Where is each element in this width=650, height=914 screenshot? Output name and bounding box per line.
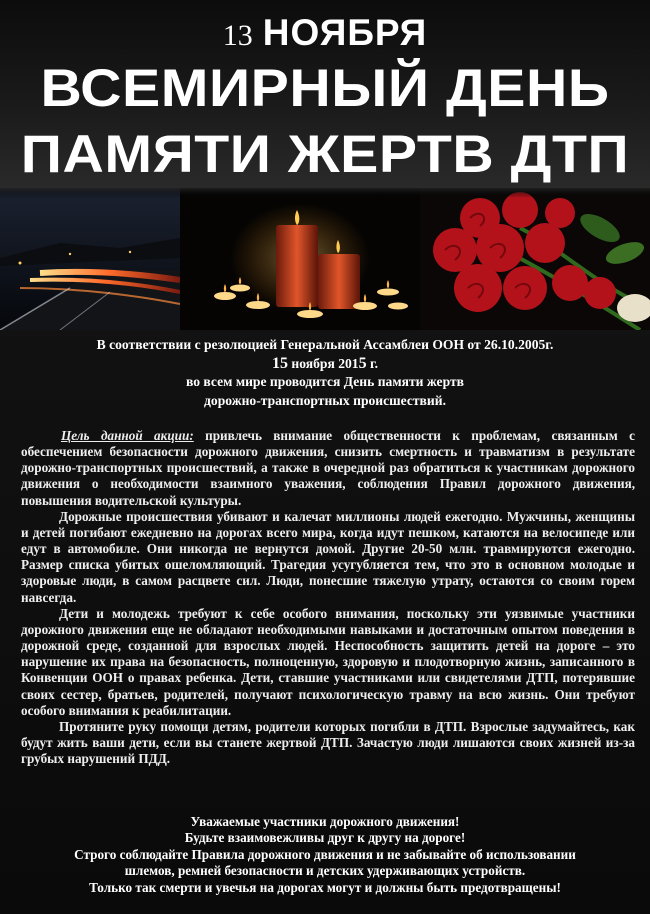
- header: [0, 0, 650, 190]
- date-month: НОЯБРЯ: [262, 12, 428, 53]
- title-line-1: ВСЕМИРНЫЙ ДЕНЬ: [40, 59, 610, 118]
- paragraph-goal: [21, 428, 635, 509]
- red-roses: [420, 188, 650, 330]
- paragraph-2: Дорожные происшествия убивают и калечат миллионы людей ежегодно. Мужчины, женщины и детей погибают ежедневно на дорогах всего мира, когда идут пешком, катаются на велосипеде или едут в автомобиле. Они никогда не вернутся домой. Другие 20-50 млн. травмируются ежегодно. Размер списка убитых ошеломляющий. Трагедия усугубляется тем, что это в основном молодые и здоровые люди, в самом расцвете сил. Люди, понесшие тяжелую утрату, остаются со своим горем навсегда.: [21, 508, 635, 605]
- date-number: 13: [222, 19, 253, 52]
- article: [21, 428, 635, 767]
- intro-date-day: 15: [271, 354, 288, 372]
- closing-line-2: Будьте взаимовежливы друг к другу на дороге!: [184, 830, 466, 846]
- intro-block: [0, 336, 650, 410]
- paragraph-4: Протяните руку помощи детям, родители которых погибли в ДТП. Взрослые задумайтесь, как будут жить ваши дети, если вы станете жертвой ДТП. Зачастую люди лишаются своих жизней из-за грубых нарушений ПДД.: [21, 718, 635, 767]
- intro-date-digit: 5: [358, 354, 367, 372]
- memorial-candles: [180, 188, 420, 330]
- intro-line-4: дорожно-транспортных происшествий.: [204, 392, 446, 408]
- closing-line-4: шлемов, ремней безопасности и детских удерживающих устройств.: [124, 863, 526, 879]
- closing-line-5: Только так смерти и увечья на дорогах могут и должны быть предотвращены!: [89, 879, 561, 895]
- intro-line-3: во всем мире проводится День памяти жертв: [185, 374, 464, 389]
- closing-line-1: Уважаемые участники дорожного движения!: [190, 814, 460, 829]
- intro-date-line: [0, 355, 650, 374]
- intro-line-1: В соответствии с резолюцией Генеральной Ассамблеи ООН от 26.10.2005г.: [96, 337, 554, 352]
- title-line-2: ПАМЯТИ ЖЕРТВ ДТП: [20, 125, 630, 184]
- paragraph-3: Дети и молодежь требуют к себе особого внимания, поскольку эти уязвимые участники дорожного движения еще не обладают необходимыми навыками и достаточным опытом поведения в дорожной среде, созданной для взрослых людей. Неспособность защитить детей на дороге – это нарушение их права на безопасность, полноценную, здоровую и плодотворную жизнь, записанного в Конвенции ООН о правах ребенка. Дети, ставшие участниками или свидетелями ДТП, потерявшие своих сестер, братьев, родителей, получают психологическую травму на всю жизнь. Они требуют особого внимания к реабилитации.: [21, 605, 635, 718]
- closing-line-3: Строго соблюдайте Правила дорожного движения и не забывайте об использовании: [74, 846, 576, 862]
- photo-band: [0, 188, 650, 330]
- goal-label: Цель данной акции:: [61, 428, 194, 443]
- event-date: [0, 12, 650, 54]
- night-road-light-trails: [0, 188, 180, 330]
- closing-appeal: [0, 814, 650, 896]
- intro-date-mid: ноября 201: [287, 355, 359, 371]
- intro-date-end: г.: [366, 355, 379, 371]
- photo-collage: [0, 188, 650, 330]
- goal-text: привлечь внимание общественности к проблемам, связанным с обеспечением безопасности дорожного движения, снизить смертность и травматизм в результате дорожно-транспортных происшествий, а также в очередной раз обратиться к участникам дорожного движения о необходимости взаимного уважения, соблюдения Правил дорожного движения, повышения водительской культуры.: [21, 428, 636, 508]
